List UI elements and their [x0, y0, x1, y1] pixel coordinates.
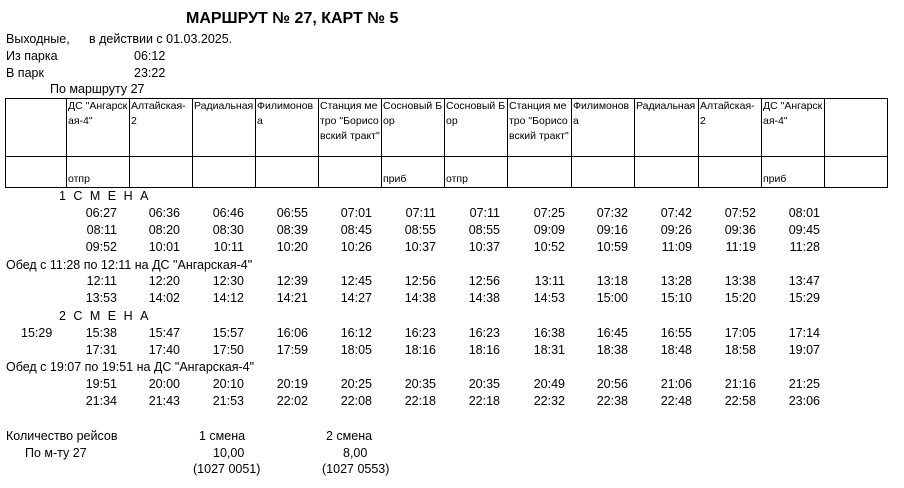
time-cell: 15:29 — [788, 291, 820, 305]
stop-mark: приб — [762, 157, 825, 188]
time-cell: 17:31 — [85, 343, 117, 357]
stop-name: Радиальная — [635, 99, 699, 157]
to-park-label: В парк — [6, 66, 44, 80]
time-cell: 13:18 — [596, 274, 628, 288]
trips-count-label: Количество рейсов — [6, 429, 118, 443]
time-cell: 22:02 — [276, 394, 308, 408]
shift-2-label: 2 С М Е Н А — [59, 309, 151, 323]
time-cell: 20:25 — [340, 377, 372, 391]
time-cell: 16:23 — [468, 326, 500, 340]
time-cell: 21:16 — [724, 377, 756, 391]
time-cell: 14:38 — [468, 291, 500, 305]
time-cell: 22:08 — [340, 394, 372, 408]
time-cell: 20:49 — [533, 377, 565, 391]
time-cell: 12:45 — [340, 274, 372, 288]
out-of-park-label: Из парка — [6, 49, 58, 63]
time-cell: 10:01 — [148, 240, 180, 254]
time-cell: 14:02 — [148, 291, 180, 305]
time-cell: 10:20 — [276, 240, 308, 254]
time-cell: 18:16 — [404, 343, 436, 357]
time-cell: 10:26 — [340, 240, 372, 254]
stop-name: Алтайская-2 — [130, 99, 193, 157]
time-cell: 15:57 — [212, 326, 244, 340]
time-cell: 14:53 — [533, 291, 565, 305]
stop-mark — [508, 157, 572, 188]
time-cell: 07:01 — [340, 206, 372, 220]
stop-mark — [699, 157, 762, 188]
time-cell: 19:07 — [788, 343, 820, 357]
stop-name: Сосновый Бор — [382, 99, 445, 157]
summary-shift-2-value: 8,00 — [343, 446, 368, 460]
time-cell: 08:01 — [788, 206, 820, 220]
time-cell: 17:05 — [724, 326, 756, 340]
stop-name: Филимонова — [256, 99, 319, 157]
time-cell: 12:20 — [148, 274, 180, 288]
time-cell: 07:11 — [405, 206, 436, 220]
time-cell: 12:39 — [276, 274, 308, 288]
time-cell: 16:06 — [276, 326, 308, 340]
time-cell: 08:55 — [468, 223, 500, 237]
time-cell: 20:00 — [148, 377, 180, 391]
valid-from: в действии с 01.03.2025. — [89, 32, 233, 46]
stops-header-table — [5, 98, 888, 188]
stop-mark: отпр — [67, 157, 130, 188]
time-cell: 21:34 — [85, 394, 117, 408]
header-blank-cell — [825, 157, 888, 188]
time-cell: 12:56 — [404, 274, 436, 288]
time-cell: 10:37 — [468, 240, 500, 254]
time-cell: 20:35 — [404, 377, 436, 391]
time-cell: 23:06 — [788, 394, 820, 408]
stop-name: Алтайская-2 — [699, 99, 762, 157]
time-cell: 13:53 — [85, 291, 117, 305]
to-park-time: 23:22 — [134, 66, 166, 80]
page-title: МАРШРУТ № 27, КАРТ № 5 — [186, 10, 399, 27]
stop-mark: отпр — [445, 157, 508, 188]
time-cell: 22:18 — [404, 394, 436, 408]
time-cell: 18:05 — [340, 343, 372, 357]
time-cell: 09:09 — [533, 223, 565, 237]
stop-mark — [572, 157, 635, 188]
time-cell: 18:16 — [468, 343, 500, 357]
time-cell: 08:20 — [148, 223, 180, 237]
time-cell: 15:10 — [660, 291, 692, 305]
time-cell: 08:30 — [212, 223, 244, 237]
time-cell: 10:37 — [404, 240, 436, 254]
time-cell: 18:58 — [724, 343, 756, 357]
summary-shift-1-value: 10,00 — [213, 446, 245, 460]
time-cell: 13:47 — [788, 274, 820, 288]
time-cell: 08:55 — [404, 223, 436, 237]
time-cell: 22:18 — [468, 394, 500, 408]
header-blank-cell — [6, 99, 67, 157]
summary-route-label: По м-ту 27 — [25, 446, 87, 460]
time-cell: 12:30 — [212, 274, 244, 288]
time-cell: 16:23 — [404, 326, 436, 340]
time-cell: 09:36 — [724, 223, 756, 237]
time-cell: 07:25 — [533, 206, 565, 220]
time-cell: 22:32 — [533, 394, 565, 408]
shift-1-lunch: Обед с 11:28 по 12:11 на ДС "Ангарская-4" — [6, 258, 253, 272]
time-cell: 21:06 — [660, 377, 692, 391]
time-cell: 08:39 — [276, 223, 308, 237]
stop-mark — [635, 157, 699, 188]
day-type: Выходные, — [6, 32, 70, 46]
time-cell: 22:48 — [660, 394, 692, 408]
stop-name: Радиальная — [193, 99, 256, 157]
stop-name: Сосновый Бор — [445, 99, 508, 157]
header-blank-cell — [6, 157, 67, 188]
time-cell: 12:56 — [468, 274, 500, 288]
time-cell: 06:36 — [148, 206, 180, 220]
time-cell: 17:40 — [148, 343, 180, 357]
time-cell: 17:50 — [212, 343, 244, 357]
time-cell: 11:28 — [789, 240, 820, 254]
stop-mark: приб — [382, 157, 445, 188]
time-cell: 19:51 — [85, 377, 117, 391]
time-cell: 09:16 — [596, 223, 628, 237]
out-of-park-time: 06:12 — [134, 49, 166, 63]
time-cell: 09:26 — [660, 223, 692, 237]
shift-2-lunch: Обед с 19:07 по 19:51 на ДС "Ангарская-4" — [6, 360, 255, 374]
time-cell: 14:12 — [212, 291, 244, 305]
time-cell: 14:38 — [404, 291, 436, 305]
time-cell: 18:38 — [596, 343, 628, 357]
time-cell: 08:45 — [340, 223, 372, 237]
time-cell: 16:45 — [596, 326, 628, 340]
time-cell: 22:38 — [596, 394, 628, 408]
time-cell: 10:11 — [213, 240, 244, 254]
stop-mark — [319, 157, 382, 188]
stop-mark — [193, 157, 256, 188]
time-cell: 20:19 — [276, 377, 308, 391]
shift-1-label: 1 С М Е Н А — [59, 189, 151, 203]
summary-shift-1-label: 1 смена — [199, 429, 246, 443]
stop-mark — [130, 157, 193, 188]
summary-shift-1-code: (1027 0051) — [193, 462, 261, 476]
time-cell: 09:52 — [85, 240, 117, 254]
time-cell: 15:00 — [596, 291, 628, 305]
time-cell: 16:12 — [340, 326, 372, 340]
time-cell: 21:25 — [788, 377, 820, 391]
header-blank-cell — [825, 99, 888, 157]
time-cell: 08:11 — [86, 223, 117, 237]
time-cell: 16:55 — [660, 326, 692, 340]
stop-name: ДС "Ангарская-4" — [67, 99, 130, 157]
time-cell: 14:21 — [276, 291, 308, 305]
time-cell: 15:47 — [148, 326, 180, 340]
time-cell: 17:59 — [276, 343, 308, 357]
time-cell: 22:58 — [724, 394, 756, 408]
stop-mark — [256, 157, 319, 188]
time-cell: 06:55 — [276, 206, 308, 220]
time-cell: 15:38 — [85, 326, 117, 340]
time-cell: 21:53 — [212, 394, 244, 408]
time-cell: 11:09 — [661, 240, 692, 254]
time-cell: 16:38 — [533, 326, 565, 340]
time-cell: 06:27 — [85, 206, 117, 220]
time-cell: 17:14 — [788, 326, 820, 340]
time-cell: 14:27 — [340, 291, 372, 305]
stop-name: Филимонова — [572, 99, 635, 157]
time-cell: 06:46 — [212, 206, 244, 220]
time-cell: 21:43 — [148, 394, 180, 408]
time-cell: 10:52 — [533, 240, 565, 254]
time-cell: 20:10 — [212, 377, 244, 391]
time-cell: 13:28 — [660, 274, 692, 288]
shift-2-start-time: 15:29 — [21, 326, 53, 340]
time-cell: 18:31 — [533, 343, 565, 357]
route-label: По маршруту 27 — [50, 82, 145, 96]
time-cell: 07:32 — [596, 206, 628, 220]
time-cell: 10:59 — [596, 240, 628, 254]
time-cell: 12:11 — [86, 274, 117, 288]
time-cell: 15:20 — [724, 291, 756, 305]
time-cell: 11:19 — [725, 240, 756, 254]
stop-name: Станция метро "Борисовский тракт" — [508, 99, 572, 157]
stop-name: ДС "Ангарская-4" — [762, 99, 825, 157]
time-cell: 09:45 — [788, 223, 820, 237]
time-cell: 20:35 — [468, 377, 500, 391]
summary-shift-2-code: (1027 0553) — [322, 462, 390, 476]
time-cell: 18:48 — [660, 343, 692, 357]
time-cell: 07:52 — [724, 206, 756, 220]
time-cell: 13:11 — [534, 274, 565, 288]
summary-shift-2-label: 2 смена — [326, 429, 373, 443]
time-cell: 07:42 — [660, 206, 692, 220]
time-cell: 13:38 — [724, 274, 756, 288]
time-cell: 20:56 — [596, 377, 628, 391]
stop-name: Станция метро "Борисовский тракт" — [319, 99, 382, 157]
time-cell: 07:11 — [469, 206, 500, 220]
